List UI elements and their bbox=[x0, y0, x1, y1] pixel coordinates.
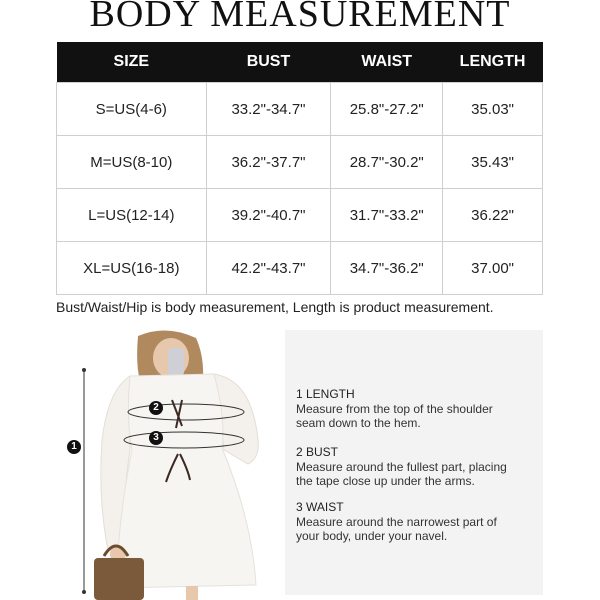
size-cell: S=US(4-6) bbox=[57, 83, 207, 136]
bust-cell: 39.2"-40.7" bbox=[206, 189, 331, 242]
size-chart-table bbox=[56, 42, 543, 295]
header-size: SIZE bbox=[57, 42, 207, 83]
length-cell: 35.03" bbox=[443, 83, 543, 136]
bust-line-2: the tape close up under the arms. bbox=[296, 474, 475, 488]
measurement-note: Bust/Waist/Hip is body measurement, Length is product measurement. bbox=[56, 299, 494, 315]
length-line-1: Measure from the top of the shoulder bbox=[296, 402, 493, 416]
size-cell: L=US(12-14) bbox=[57, 189, 207, 242]
length-cell: 37.00" bbox=[443, 242, 543, 295]
waist-instructions bbox=[296, 500, 497, 543]
table-row bbox=[57, 83, 543, 136]
model-illustration bbox=[56, 330, 274, 600]
bust-cell: 36.2"-37.7" bbox=[206, 136, 331, 189]
table-row bbox=[57, 136, 543, 189]
phone-shape bbox=[168, 348, 184, 376]
header-length: LENGTH bbox=[443, 42, 543, 83]
waist-line-2: your body, under your navel. bbox=[296, 529, 448, 543]
size-cell: M=US(8-10) bbox=[57, 136, 207, 189]
length-cell: 35.43" bbox=[443, 136, 543, 189]
bust-instructions bbox=[296, 445, 507, 488]
waist-cell: 31.7"-33.2" bbox=[331, 189, 443, 242]
waist-cell: 28.7"-30.2" bbox=[331, 136, 443, 189]
waist-marker: 3 bbox=[149, 431, 163, 445]
size-cell: XL=US(16-18) bbox=[57, 242, 207, 295]
page-title: BODY MEASUREMENT bbox=[89, 0, 511, 35]
header-bust: BUST bbox=[206, 42, 331, 83]
length-line-2: seam down to the hem. bbox=[296, 416, 421, 430]
bust-line-1: Measure around the fullest part, placing bbox=[296, 460, 507, 474]
table-row bbox=[57, 189, 543, 242]
leg-shape bbox=[186, 586, 198, 600]
waist-cell: 34.7"-36.2" bbox=[331, 242, 443, 295]
waist-line-1: Measure around the narrowest part of bbox=[296, 515, 497, 529]
handbag-shape bbox=[94, 558, 144, 600]
table-row bbox=[57, 242, 543, 295]
length-heading: 1 LENGTH bbox=[296, 387, 355, 401]
length-line-bottom bbox=[82, 590, 86, 594]
bust-cell: 42.2"-43.7" bbox=[206, 242, 331, 295]
bust-cell: 33.2"-34.7" bbox=[206, 83, 331, 136]
measuring-guide-panel bbox=[285, 330, 543, 595]
length-cell: 36.22" bbox=[443, 189, 543, 242]
waist-heading: 3 WAIST bbox=[296, 500, 344, 514]
table-header-row bbox=[57, 42, 543, 83]
waist-cell: 25.8"-27.2" bbox=[331, 83, 443, 136]
length-marker: 1 bbox=[67, 440, 81, 454]
bust-heading: 2 BUST bbox=[296, 445, 339, 459]
model-photo bbox=[56, 330, 274, 600]
bust-marker: 2 bbox=[149, 401, 163, 415]
length-line-top bbox=[82, 368, 86, 372]
header-waist: WAIST bbox=[331, 42, 443, 83]
length-instructions bbox=[296, 387, 493, 430]
